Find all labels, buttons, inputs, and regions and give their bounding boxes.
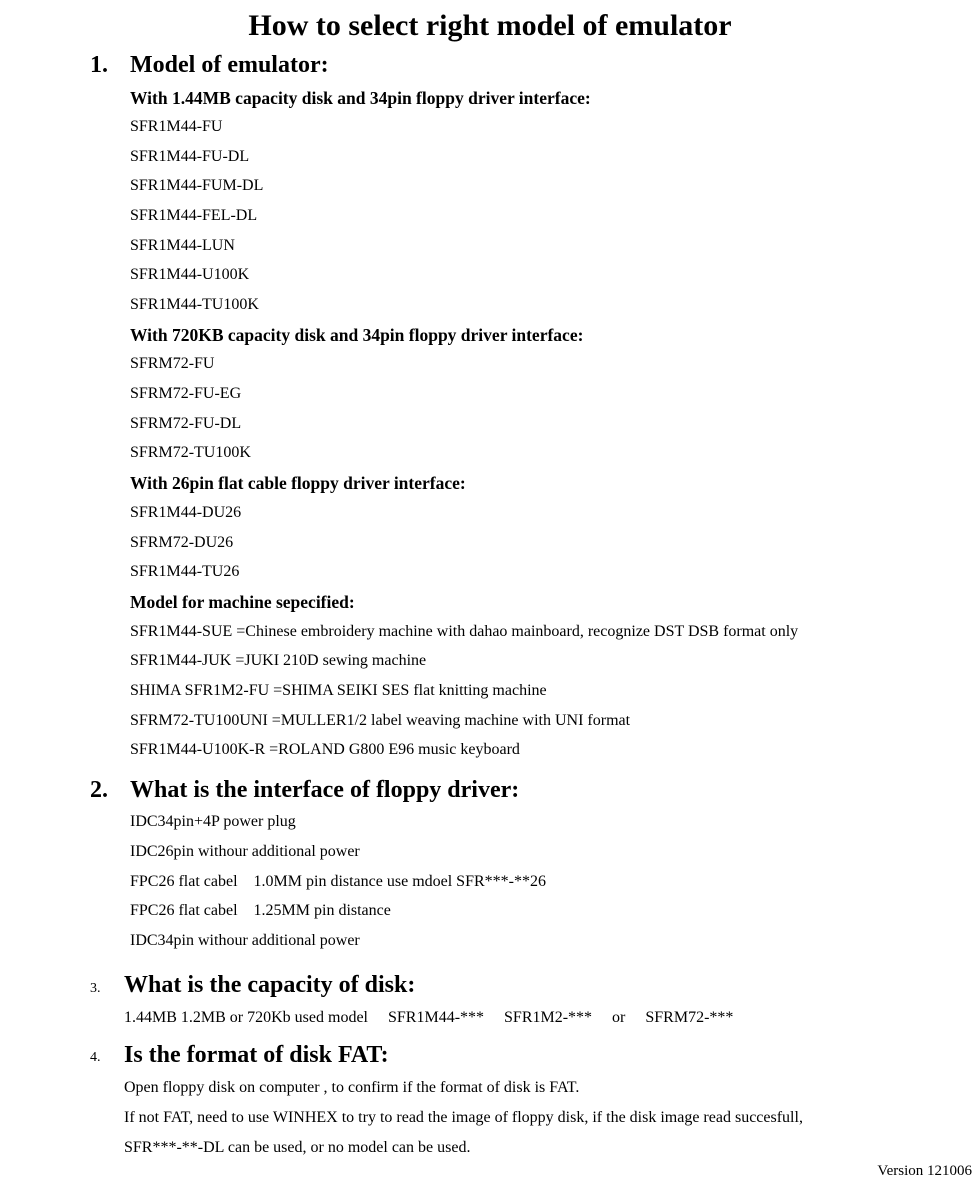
model-item: SFRM72-FU-EG — [130, 385, 242, 402]
group-4-heading: Model for machine sepecified: — [130, 592, 355, 612]
interface-item: FPC26 flat cabel 1.0MM pin distance use mdoel SFR***-**26 — [130, 873, 546, 890]
section-3-title: What is the capacity of disk: — [124, 972, 416, 998]
interface-item: IDC26pin withour additional power — [130, 843, 360, 860]
section-2-number: 2. — [90, 777, 108, 803]
format-item: If not FAT, need to use WINHEX to try to read the image of floppy disk, if the disk image read succesfull, — [124, 1109, 803, 1126]
interface-item: FPC26 flat cabel 1.25MM pin distance — [130, 902, 391, 919]
interface-item: IDC34pin withour additional power — [130, 932, 360, 949]
format-item: Open floppy disk on computer , to confirm if the format of disk is FAT. — [124, 1079, 580, 1096]
format-item: SFR***-**-DL can be used, or no model can be used. — [124, 1139, 471, 1156]
model-item: SFRM72-DU26 — [130, 534, 234, 551]
model-item: SFR1M44-LUN — [130, 237, 235, 254]
model-item: SFR1M44-JUK =JUKI 210D sewing machine — [130, 652, 427, 669]
interface-item: IDC34pin+4P power plug — [130, 813, 296, 830]
model-item: SFRM72-FU — [130, 355, 215, 372]
model-item: SFR1M44-SUE =Chinese embroidery machine with dahao mainboard, recognize DST DSB format only — [130, 623, 799, 640]
section-4-number: 4. — [90, 1050, 101, 1065]
section-1-number: 1. — [90, 52, 108, 78]
model-item: SFRM72-FU-DL — [130, 415, 242, 432]
section-3-number: 3. — [90, 981, 101, 996]
model-item: SFRM72-TU100UNI =MULLER1/2 label weaving machine with UNI format — [130, 712, 631, 729]
document-title: How to select right model of emulator — [248, 9, 732, 42]
section-2-title: What is the interface of floppy driver: — [130, 777, 520, 803]
model-item: SFR1M44-FU — [130, 118, 223, 135]
model-item: SFR1M44-FU-DL — [130, 148, 250, 165]
section-1-title: Model of emulator: — [130, 52, 329, 78]
group-2-heading: With 720KB capacity disk and 34pin floppy driver interface: — [130, 325, 584, 345]
model-item: SFR1M44-U100K-R =ROLAND G800 E96 music keyboard — [130, 741, 520, 758]
model-item: SFRM72-TU100K — [130, 444, 251, 461]
model-item: SFR1M44-U100K — [130, 266, 250, 283]
model-item: SFR1M44-TU100K — [130, 296, 259, 313]
group-3-heading: With 26pin flat cable floppy driver interface: — [130, 473, 466, 493]
version-label: Version 121006 — [877, 1163, 972, 1179]
model-item: SFR1M44-FUM-DL — [130, 177, 264, 194]
model-item: SFR1M44-TU26 — [130, 563, 240, 580]
capacity-item: 1.44MB 1.2MB or 720Kb used model SFR1M44-*** SFR1M2-*** or SFRM72-*** — [124, 1009, 734, 1026]
model-item: SFR1M44-DU26 — [130, 504, 242, 521]
group-1-heading: With 1.44MB capacity disk and 34pin floppy driver interface: — [130, 88, 591, 108]
model-item: SHIMA SFR1M2-FU =SHIMA SEIKI SES flat knitting machine — [130, 682, 547, 699]
section-4-title: Is the format of disk FAT: — [124, 1042, 389, 1068]
model-item: SFR1M44-FEL-DL — [130, 207, 258, 224]
